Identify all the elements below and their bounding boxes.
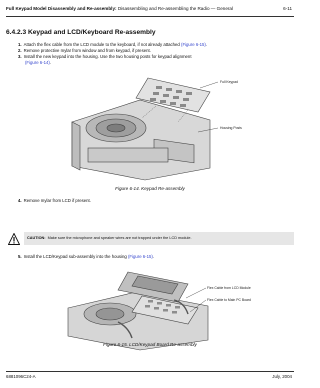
document-number: 6881096C24-A [6,374,36,379]
page-number: 6-11 [283,6,292,11]
callout-flex-cable-main-board: Flex Cable to Main PC Board [207,298,251,302]
step-3: 3. Install the new keypad into the housing. Use the two housing posts for keypad alignment [18,54,192,59]
callout-housing-posts: Housing Posts [220,126,242,130]
step-3-cont: (Figure 6-14). [25,60,52,65]
header-title: Disassembling and Re-assembling the Radio — General [117,6,233,11]
page-footer [6,374,294,379]
figure-6-14-caption: Figure 6-14. Keypad Re-assembly [115,186,185,191]
figure-link[interactable]: (Figure 6-14) [25,60,50,65]
step-2: 2. Remove protective mylar from window and from keypad, if present. [18,48,151,53]
figure-link[interactable]: (Figure 6-15) [127,254,153,259]
step-5: 5. Install the LCD/Keypad sub-assembly into the housing (Figure 6-15). [18,254,155,259]
step-1: 1. Attach the flex cable from the LCD module to the keyboard, if not already attached (Figure 6-15). [18,42,208,47]
caution-icon [8,233,20,245]
keypad-reassembly-illustration [60,70,240,182]
callout-full-keypad: Full Keypad [220,80,238,84]
header-bold: Full Keypad Model Disassembly and Re-assembly: [6,6,117,11]
caution-box [6,232,294,246]
figure-link[interactable]: (Figure 6-15) [181,42,206,47]
footer-rule [6,371,294,372]
caution-label: CAUTION: [27,236,46,240]
document-date: July, 2004 [272,374,292,379]
page-header [6,6,294,12]
section-heading: 6.4.2.3 Keypad and LCD/Keyboard Re-assembly [6,29,156,36]
step-4: 4. Remove mylar from LCD if present. [18,198,91,203]
caution-text-box [24,232,294,245]
callout-flex-cable-lcd: Flex Cable from LCD Module [207,286,251,290]
header-rule [6,16,294,17]
lcd-keypad-board-illustration [58,262,238,352]
caution-text: Make sure the microphone and speaker wires are not trapped under the LCD module. [47,236,192,240]
figure-6-15-caption: Figure 6-15. LCD/Keypad Board Re-assembly [103,342,197,347]
